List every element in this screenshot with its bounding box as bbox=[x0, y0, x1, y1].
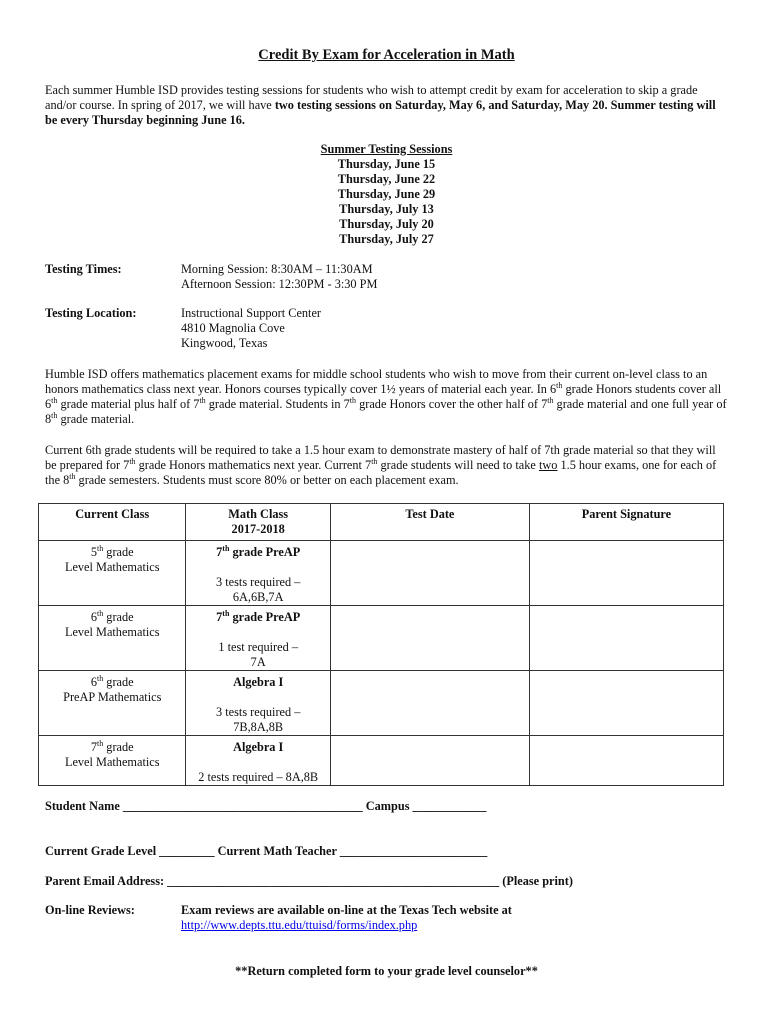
page-title: Credit By Exam for Acceleration in Math bbox=[258, 47, 515, 63]
reviews-link[interactable]: http://www.depts.ttu.edu/ttuisd/forms/index.php bbox=[181, 918, 418, 932]
text-run: grade semesters. Students must score 80% or better on each placement exam. bbox=[75, 473, 459, 487]
current-class-cell bbox=[39, 736, 186, 786]
math-class-name: Algebra I bbox=[233, 675, 284, 689]
superscript: th bbox=[97, 608, 104, 618]
student-name-campus-field[interactable]: Student Name _______________________________________ Campus ____________ bbox=[45, 799, 487, 813]
superscript: th bbox=[97, 543, 104, 553]
text-run: Humble ISD offers mathematics placement exams for middle school students who wish to move from their current on-level class to an honors mathematics class next year. Honors courses typically cover 1½ years of material each year. In 6 bbox=[45, 367, 708, 396]
testing-times-label: Testing Times: bbox=[45, 262, 122, 276]
parent-signature-cell[interactable] bbox=[529, 736, 723, 786]
testing-times-value bbox=[181, 262, 377, 292]
math-class-cell bbox=[186, 671, 330, 736]
requirements-paragraph bbox=[45, 443, 728, 488]
superscript: th bbox=[222, 543, 230, 553]
intro-paragraph bbox=[45, 83, 728, 128]
superscript: th bbox=[371, 456, 378, 466]
text-run: grade material. bbox=[57, 412, 135, 426]
session-date: Thursday, July 13 bbox=[339, 202, 434, 216]
tests-required: 3 tests required – bbox=[216, 705, 301, 719]
session-date: Thursday, July 27 bbox=[339, 232, 434, 246]
parent-email-field[interactable]: Parent Email Address: ______________________________________________________ (Please print) bbox=[45, 874, 573, 888]
grade-number: 7 bbox=[90, 740, 97, 754]
session-date: Thursday, June 29 bbox=[337, 187, 436, 201]
table-row bbox=[39, 671, 724, 736]
level-label: Level Mathematics bbox=[64, 625, 160, 639]
text-run: grade material plus half of 7 bbox=[57, 397, 200, 411]
superscript: th bbox=[51, 395, 58, 405]
superscript: th bbox=[97, 738, 104, 748]
online-reviews-value bbox=[181, 903, 512, 933]
grade-word: grade bbox=[103, 545, 134, 559]
text-run: grade material. Students in 7 bbox=[205, 397, 350, 411]
intro-text: Each summer Humble ISD provides testing sessions for students who wish to attempt credit by exam for acceleration to skip a grade and/or course. In spring of 2017, we will have bbox=[45, 83, 698, 112]
test-date-cell[interactable] bbox=[330, 606, 529, 671]
grade-word: grade bbox=[103, 740, 134, 754]
location-line: Kingwood, Texas bbox=[181, 336, 268, 350]
superscript: th bbox=[556, 380, 563, 390]
testing-location-value bbox=[181, 306, 321, 351]
current-class-cell bbox=[39, 606, 186, 671]
table-row bbox=[39, 606, 724, 671]
header-math-class-line1: Math Class bbox=[228, 507, 289, 521]
text-run: grade Honors cover the other half of 7 bbox=[356, 397, 548, 411]
session-date: Thursday, July 20 bbox=[339, 217, 434, 231]
math-class-word: grade PreAP bbox=[229, 545, 301, 559]
superscript: th bbox=[349, 395, 357, 405]
text-run: grade Honors students cover all 6 bbox=[45, 382, 722, 411]
math-class-cell bbox=[186, 606, 330, 671]
location-line: Instructional Support Center bbox=[181, 306, 322, 320]
math-class-name bbox=[186, 545, 329, 560]
header-parent-signature: Parent Signature bbox=[529, 504, 723, 541]
math-grade-number: 7 bbox=[216, 610, 223, 624]
header-test-date: Test Date bbox=[330, 504, 529, 541]
session-date: Thursday, June 22 bbox=[337, 172, 436, 186]
tests-required: 2 tests required – 8A,8B bbox=[198, 770, 319, 784]
sessions-heading: Summer Testing Sessions bbox=[320, 142, 453, 156]
grade-word: grade bbox=[103, 675, 134, 689]
text-run: Current 6th grade students will be required to take a 1.5 hour exam to demonstrate mastery of half of 7th grade material so that they will be prepared for 7 bbox=[45, 443, 716, 472]
superscript: th bbox=[199, 395, 206, 405]
table-row bbox=[39, 541, 724, 606]
math-class-cell bbox=[186, 541, 330, 606]
tests-required: 3 tests required – bbox=[216, 575, 301, 589]
grade-label bbox=[39, 610, 185, 625]
morning-session: Morning Session: 8:30AM – 11:30AM bbox=[181, 262, 373, 276]
superscript: th bbox=[222, 608, 230, 618]
table-row bbox=[39, 736, 724, 786]
placement-table bbox=[38, 503, 724, 786]
level-label: Level Mathematics bbox=[64, 560, 160, 574]
underlined-word: two bbox=[538, 458, 558, 472]
parent-signature-cell[interactable] bbox=[529, 671, 723, 736]
header-math-class bbox=[186, 504, 330, 541]
level-label: Level Mathematics bbox=[64, 755, 160, 769]
afternoon-session: Afternoon Session: 12:30PM - 3:30 PM bbox=[181, 277, 378, 291]
current-class-cell bbox=[39, 671, 186, 736]
parent-signature-cell[interactable] bbox=[529, 541, 723, 606]
test-codes: 7A bbox=[250, 655, 266, 669]
footer-note: **Return completed form to your grade level counselor** bbox=[235, 964, 538, 978]
level-label: PreAP Mathematics bbox=[63, 690, 162, 704]
table-header-row bbox=[39, 504, 724, 541]
math-class-name bbox=[186, 610, 329, 625]
test-date-cell[interactable] bbox=[330, 736, 529, 786]
grade-word: grade bbox=[103, 610, 134, 624]
location-line: 4810 Magnolia Cove bbox=[181, 321, 285, 335]
superscript: th bbox=[547, 395, 554, 405]
math-grade-number: 7 bbox=[216, 545, 223, 559]
header-math-class-line2: 2017-2018 bbox=[231, 522, 285, 536]
test-date-cell[interactable] bbox=[330, 671, 529, 736]
test-date-cell[interactable] bbox=[330, 541, 529, 606]
placement-paragraph bbox=[45, 367, 728, 427]
summer-sessions bbox=[45, 142, 728, 247]
text-run: grade students will need to take bbox=[377, 458, 539, 472]
grade-number: 6 bbox=[90, 610, 97, 624]
grade-label bbox=[39, 545, 185, 560]
test-codes: 7B,8A,8B bbox=[233, 720, 284, 734]
session-date: Thursday, June 15 bbox=[337, 157, 436, 171]
math-class-name: Algebra I bbox=[233, 740, 284, 754]
superscript: th bbox=[97, 673, 104, 683]
superscript: th bbox=[69, 471, 76, 481]
header-current-class: Current Class bbox=[39, 504, 186, 541]
parent-signature-cell[interactable] bbox=[529, 606, 723, 671]
text-run: grade Honors mathematics next year. Current 7 bbox=[135, 458, 372, 472]
intro-bold-text: two testing sessions on Saturday, May 6, and Saturday, May 20. Summer testing will be every Thursday beginning June 16. bbox=[45, 98, 716, 127]
tests-required: 1 test required – bbox=[218, 640, 298, 654]
grade-number: 6 bbox=[90, 675, 97, 689]
online-reviews-label: On-line Reviews: bbox=[45, 903, 135, 917]
reviews-text: Exam reviews are available on-line at the Texas Tech website at bbox=[181, 903, 512, 917]
grade-number: 5 bbox=[90, 545, 97, 559]
grade-label bbox=[39, 740, 185, 755]
math-class-cell bbox=[186, 736, 330, 786]
test-codes: 6A,6B,7A bbox=[232, 590, 284, 604]
grade-teacher-field[interactable]: Current Grade Level _________ Current Math Teacher ________________________ bbox=[45, 844, 488, 858]
current-class-cell bbox=[39, 541, 186, 606]
superscript: th bbox=[129, 456, 136, 466]
grade-label bbox=[39, 675, 185, 690]
superscript: th bbox=[51, 410, 58, 420]
text-run: 1.5 hour exams, one for each of the 8 bbox=[45, 458, 717, 487]
math-class-word: grade PreAP bbox=[229, 610, 301, 624]
text-run: grade material and one full year of 8 bbox=[45, 397, 727, 426]
testing-location-label: Testing Location: bbox=[45, 306, 137, 320]
